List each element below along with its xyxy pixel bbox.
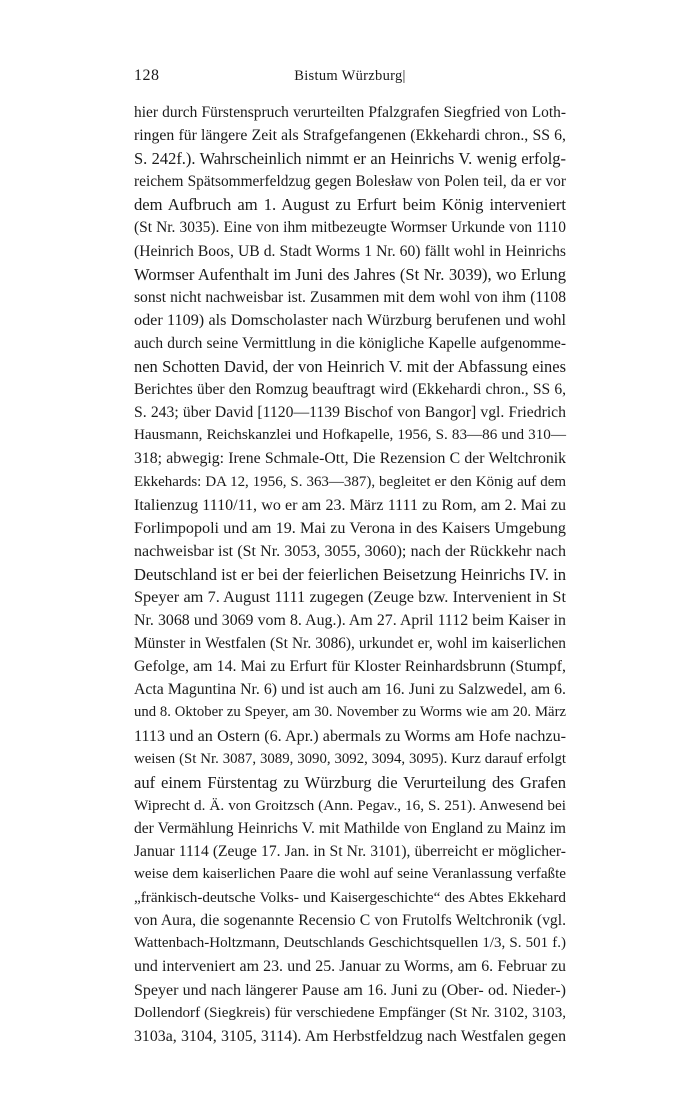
text-line: „fränkisch-deutsche Volks- und Kaisergeschichte“ des Abtes Ekkehard bbox=[134, 889, 566, 907]
text-line: der Vermählung Heinrichs V. mit Mathilde von England zu Mainz im bbox=[134, 819, 566, 837]
text-line: Dollendorf (Siegkreis) für verschiedene Empfänger (St Nr. 3102, 3103, bbox=[134, 1004, 566, 1021]
text-line: (Heinrich Boos, UB d. Stadt Worms 1 Nr. 60) fällt wohl in Heinrichs bbox=[134, 242, 566, 260]
text-line: Nr. 3068 und 3069 vom 8. Aug.). Am 27. April 1112 beim Kaiser in bbox=[134, 612, 566, 630]
body-text bbox=[134, 101, 566, 1048]
text-line: Speyer am 7. August 1111 zugegen (Zeuge bzw. Intervenient in St bbox=[134, 587, 566, 606]
text-line: 318; abwegig: Irene Schmale-Ott, Die Rezension C der Weltchronik bbox=[134, 450, 566, 468]
text-line: Forlimpopoli und am 19. Mai zu Verona in des Kaisers Umgebung bbox=[134, 519, 566, 537]
text-line: hier durch Fürstenspruch verurteilten Pfalzgrafen Siegfried von Loth- bbox=[134, 104, 566, 121]
text-line: auch durch seine Vermittlung in die königliche Kapelle aufgenomme- bbox=[134, 334, 566, 352]
page-number: 128 bbox=[134, 67, 160, 84]
text-line: sonst nicht nachweisbar ist. Zusammen mit dem wohl von ihm (1108 bbox=[134, 288, 566, 306]
text-line: S. 243; über David [1120—1139 Bischof von Bangor] vgl. Friedrich bbox=[134, 404, 566, 422]
text-line: und interveniert am 23. und 25. Januar zu Worms, am 6. Februar zu bbox=[134, 958, 566, 976]
text-line: Italienzug 1110/11, wo er am 23. März 1111 zu Rom, am 2. Mai zu bbox=[134, 496, 566, 514]
text-line: weisen (St Nr. 3087, 3089, 3090, 3092, 3094, 3095). Kurz darauf erfolgt bbox=[134, 750, 566, 767]
text-line: dem Aufbruch am 1. August zu Erfurt beim König interveniert bbox=[134, 195, 566, 215]
text-line: 3103a, 3104, 3105, 3114). Am Herbstfeldzug nach Westfalen gegen bbox=[134, 1027, 566, 1045]
text-line: Ekkehards: DA 12, 1956, S. 363—387), begleitet er den König auf dem bbox=[134, 473, 566, 490]
text-line: von Aura, die sogenannte Recensio C von Frutolfs Weltchronik (vgl. bbox=[134, 912, 566, 930]
text-line: Januar 1114 (Zeuge 17. Jan. in St Nr. 3101), überreicht er möglicher- bbox=[134, 843, 566, 860]
text-line: Deutschland ist er bei der feierlichen Beisetzung Heinrichs IV. in bbox=[134, 564, 566, 584]
text-line: Speyer und nach längerer Pause am 16. Juni zu (Ober- od. Nieder-) bbox=[134, 981, 566, 999]
text-line: reichem Spätsommerfeldzug gegen Bolesław von Polen teil, da er vor bbox=[134, 173, 566, 191]
text-line: (St Nr. 3035). Eine von ihm mitbezeugte Wormser Urkunde von 1110 bbox=[134, 219, 566, 237]
text-line: Wattenbach-Holtzmann, Deutschlands Geschichtsquellen 1/3, S. 501 f.) bbox=[134, 935, 566, 952]
text-line: ringen für längere Zeit als Strafgefangenen (Ekkehardi chron., SS 6, bbox=[134, 127, 566, 145]
text-line: weise dem kaiserlichen Paare die wohl auf seine Veranlassung verfaßte bbox=[134, 866, 566, 883]
text-line: Wiprecht d. Ä. von Groitzsch (Ann. Pegav., 16, S. 251). Anwesend bei bbox=[134, 796, 566, 814]
text-line: Berichtes über den Romzug beauftragt wird (Ekkehardi chron., SS 6, bbox=[134, 381, 566, 399]
text-line: Hausmann, Reichskanzlei und Hofkapelle, 1956, S. 83—86 und 310— bbox=[134, 427, 566, 444]
running-header bbox=[134, 66, 566, 86]
text-line: oder 1109) als Domscholaster nach Würzburg berufenen und wohl bbox=[134, 311, 566, 329]
text-line: auf einem Fürstentag zu Würzburg die Verurteilung des Grafen bbox=[134, 772, 566, 792]
text-line: Wormser Aufenthalt im Juni des Jahres (St Nr. 3039), wo Erlung bbox=[134, 264, 566, 284]
text-line: 1113 und an Ostern (6. Apr.) abermals zu Worms am Hofe nachzu- bbox=[134, 727, 566, 745]
text-line: nachweisbar ist (St Nr. 3053, 3055, 3060); nach der Rückkehr nach bbox=[134, 542, 566, 560]
text-line: S. 242f.). Wahrscheinlich nimmt er an Heinrichs V. wenig erfolg- bbox=[134, 149, 566, 169]
text-line: Münster in Westfalen (St Nr. 3086), urkundet er, wohl im kaiserlichen bbox=[134, 635, 566, 653]
text-line: Gefolge, am 14. Mai zu Erfurt für Kloster Reinhardsbrunn (Stumpf, bbox=[134, 658, 566, 676]
text-line: nen Schotten David, der von Heinrich V. mit der Abfassung eines bbox=[134, 357, 566, 377]
running-title: Bistum Würzburg| bbox=[294, 68, 406, 84]
text-line: und 8. Oktober zu Speyer, am 30. November zu Worms wie am 20. März bbox=[134, 704, 566, 721]
text-line: Acta Maguntina Nr. 6) und ist auch am 16. Juni zu Salzwedel, am 6. bbox=[134, 681, 566, 699]
